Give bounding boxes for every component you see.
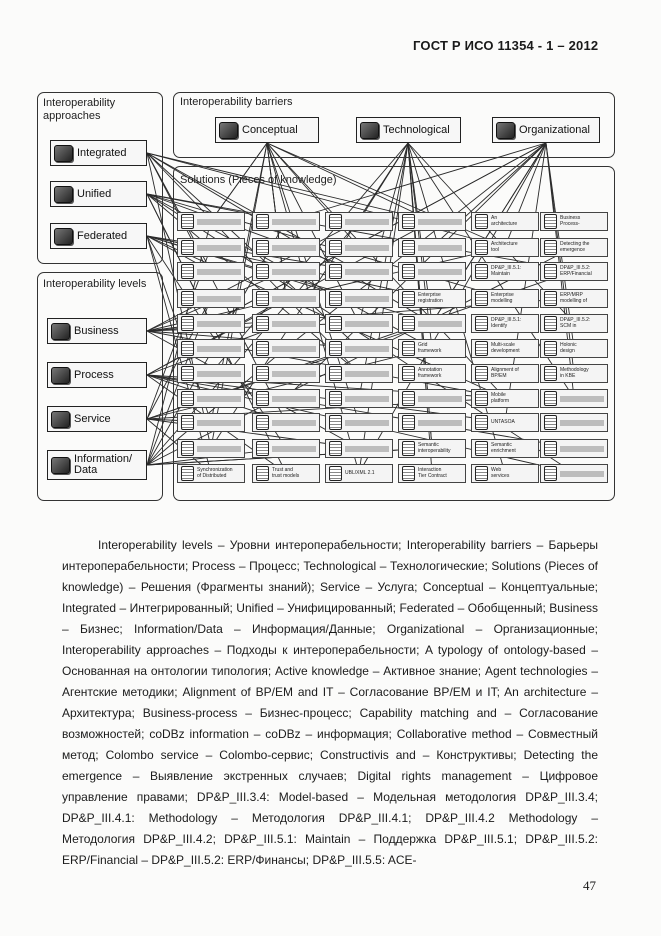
document-icon	[181, 291, 194, 306]
solution-label: UNTASOA	[491, 418, 515, 425]
illegible-label	[197, 269, 241, 275]
barrier-label: Technological	[383, 124, 450, 136]
illegible-label	[197, 245, 241, 251]
solution-label: Methodology in KBE	[560, 367, 589, 379]
illegible-label	[345, 446, 389, 452]
document-icon	[402, 366, 415, 381]
document-icon	[544, 391, 557, 406]
solution-cell[interactable]	[177, 314, 245, 333]
solution-cell[interactable]	[252, 289, 320, 308]
illegible-label	[197, 446, 241, 452]
solution-label: DP&P_III.5.1: Identify	[491, 317, 522, 329]
solution-cell[interactable]	[398, 364, 466, 383]
document-icon	[51, 411, 70, 428]
illegible-label	[197, 420, 241, 426]
illegible-label	[272, 346, 316, 352]
illegible-label	[197, 219, 241, 225]
solution-cell[interactable]	[252, 238, 320, 257]
approach-integrated[interactable]	[50, 140, 147, 166]
solution-cell[interactable]	[325, 339, 393, 358]
level-process[interactable]	[47, 362, 147, 388]
solution-cell[interactable]	[540, 289, 608, 308]
solution-label: Business Process-	[560, 215, 581, 227]
solution-label: Semantic interoperability	[418, 442, 451, 454]
solution-cell[interactable]	[325, 314, 393, 333]
solution-label: Grid framework	[418, 342, 442, 354]
solution-label: DP&P_III.5.2: SCM in	[560, 317, 591, 329]
solution-cell[interactable]	[325, 212, 393, 231]
document-icon	[360, 122, 379, 139]
document-icon	[402, 441, 415, 456]
solution-cell[interactable]	[398, 464, 466, 483]
document-icon	[51, 367, 70, 384]
solution-cell[interactable]	[471, 389, 539, 408]
illegible-label	[345, 346, 389, 352]
solution-cell[interactable]	[177, 212, 245, 231]
solution-label: Synchronization of Distributed	[197, 467, 233, 479]
document-icon	[256, 391, 269, 406]
document-icon	[544, 240, 557, 255]
solution-cell[interactable]	[540, 413, 608, 432]
solution-cell[interactable]	[398, 339, 466, 358]
solution-label: Web services	[491, 467, 510, 479]
document-icon	[402, 415, 415, 430]
solution-cell[interactable]	[540, 364, 608, 383]
document-icon	[475, 466, 488, 481]
document-icon	[256, 264, 269, 279]
document-icon	[402, 214, 415, 229]
illegible-label	[272, 371, 316, 377]
barriers-title: Interoperability barriers	[180, 96, 293, 108]
solution-label: An architecture	[491, 215, 518, 227]
document-icon	[475, 214, 488, 229]
solution-cell[interactable]	[252, 439, 320, 458]
illegible-label	[345, 219, 389, 225]
solution-label: Architecture tool	[491, 241, 518, 253]
solution-cell[interactable]	[177, 262, 245, 281]
barrier-label: Organizational	[519, 124, 590, 136]
document-icon	[402, 391, 415, 406]
level-label: Process	[74, 369, 114, 381]
solution-cell[interactable]	[325, 464, 393, 483]
page-header: ГОСТ Р ИСО 11354 - 1 – 2012	[413, 38, 599, 53]
illegible-label	[560, 446, 604, 452]
document-icon	[329, 341, 342, 356]
document-icon	[544, 466, 557, 481]
illegible-label	[272, 219, 316, 225]
document-icon	[329, 366, 342, 381]
illegible-label	[418, 219, 462, 225]
solution-label: Enterprise registration	[418, 292, 443, 304]
document-icon	[256, 240, 269, 255]
solution-label: Interaction Tier Contract	[418, 467, 447, 479]
document-icon	[256, 341, 269, 356]
approach-label: Unified	[77, 188, 112, 200]
level-business[interactable]	[47, 318, 147, 344]
body-paragraph: Interoperability levels – Уровни интероперабельности; Interoperability barriers – Барьеры интероперабельности; Process – Процесс; Technological – Технологические; Solutions (Pieces of knowledge) – Решения (Фрагменты знаний); Service – Услуга; Conceptual – Концептуальные; Integrated – Интегрированный; Unified – Унифицированный; Federated – Обобщенный; Business – Бизнес; Information/Data – Информация/Данные; Organizational – Организационные; Interoperability approaches – Подходы к интероперабельности; A typology of ontology-based – Основанная на онтологии типология; Active knowledge – Активное знание; Agent technologies – Агентские методики; Alignment of BP/EM and IT – Согласование BP/EM и IT; An architecture – Архитектура; Business-process – Бизнес-процесс; Capability matching and – Согласование возможностей; coDBz information – coDBz – информация; Collaborative method – Совместный метод; Colombo service – Colombo-сервис; Constructivis and – Конструктивы; Detecting the emergence – Выявление экстренных случаев; Digital rights management – Цифровое управление правами; DP&P_III.3.4: Model-based – Модельная методология DP&P_III.3.4; DP&P_III.4.1: Methodology – Методология DP&P_III.4.1; DP&P_III.4.2 Methodology – Методология DP&P_III.4.2; DP&P_III.5.1: Maintain – Поддержка DP&P_III.5.1; DP&P_III.5.2: ERP/Financial – DP&P_III.5.2: ERP/Финансы; DP&P_III.5.5: ACE-	[62, 538, 598, 867]
illegible-label	[560, 396, 604, 402]
illegible-label	[345, 420, 389, 426]
illegible-label	[345, 321, 389, 327]
illegible-label	[418, 269, 462, 275]
solution-label: UBL/XML 2.1	[345, 469, 375, 476]
solution-label: Trust and trust models	[272, 467, 300, 479]
illegible-label	[272, 420, 316, 426]
illegible-label	[418, 420, 462, 426]
document-icon	[181, 391, 194, 406]
document-icon	[475, 240, 488, 255]
solution-cell[interactable]	[252, 389, 320, 408]
document-icon	[181, 366, 194, 381]
document-icon	[181, 415, 194, 430]
document-icon	[544, 441, 557, 456]
solution-cell[interactable]	[471, 262, 539, 281]
solutions-title: Solutions (Pieces of knowledge)	[180, 174, 337, 186]
document-icon	[329, 415, 342, 430]
document-icon	[402, 316, 415, 331]
solution-label: ERP/MRP modelling of	[560, 292, 587, 304]
illegible-label	[418, 245, 462, 251]
document-icon	[181, 441, 194, 456]
barrier-organizational[interactable]	[492, 117, 600, 143]
solution-cell[interactable]	[540, 212, 608, 231]
illegible-label	[197, 296, 241, 302]
illegible-label	[197, 346, 241, 352]
solution-cell[interactable]	[540, 389, 608, 408]
solution-cell[interactable]	[540, 314, 608, 333]
solution-cell[interactable]	[177, 238, 245, 257]
level-information-data[interactable]	[47, 450, 147, 480]
document-icon	[219, 122, 238, 139]
document-icon	[402, 291, 415, 306]
solution-cell[interactable]	[471, 212, 539, 231]
illegible-label	[197, 396, 241, 402]
document-icon	[402, 466, 415, 481]
document-icon	[181, 466, 194, 481]
document-icon	[475, 366, 488, 381]
approaches-title: Interoperability approaches	[43, 97, 116, 122]
solution-cell[interactable]	[471, 364, 539, 383]
document-icon	[544, 291, 557, 306]
solution-cell[interactable]	[177, 339, 245, 358]
solution-cell[interactable]	[177, 464, 245, 483]
document-icon	[402, 240, 415, 255]
solution-label: Enterprise modelling	[491, 292, 514, 304]
document-icon	[51, 323, 70, 340]
document-icon	[51, 457, 70, 474]
barrier-technological[interactable]	[356, 117, 461, 143]
solution-cell[interactable]	[177, 364, 245, 383]
solution-cell[interactable]	[325, 389, 393, 408]
illegible-label	[272, 245, 316, 251]
document-icon	[475, 291, 488, 306]
solution-cell[interactable]	[252, 464, 320, 483]
solution-cell[interactable]	[398, 238, 466, 257]
level-label: Business	[74, 325, 119, 337]
solution-label: Multi-scale development	[491, 342, 520, 354]
illegible-label	[272, 269, 316, 275]
levels-title: Interoperability levels	[43, 278, 147, 290]
solution-label: Alignment of BP/EM	[491, 367, 519, 379]
document-icon	[475, 415, 488, 430]
illegible-label	[345, 269, 389, 275]
document-icon	[475, 341, 488, 356]
solution-cell[interactable]	[325, 262, 393, 281]
document-icon	[181, 316, 194, 331]
document-icon	[329, 240, 342, 255]
illegible-label	[197, 371, 241, 377]
document-icon	[329, 441, 342, 456]
approach-label: Integrated	[77, 147, 127, 159]
solution-cell[interactable]	[471, 289, 539, 308]
solution-cell[interactable]	[252, 314, 320, 333]
solution-cell[interactable]	[471, 238, 539, 257]
solution-cell[interactable]	[177, 439, 245, 458]
document-icon	[475, 441, 488, 456]
document-icon	[544, 214, 557, 229]
level-service[interactable]	[47, 406, 147, 432]
document-icon	[402, 264, 415, 279]
level-label: Service	[74, 413, 111, 425]
solution-cell[interactable]	[398, 413, 466, 432]
solution-cell[interactable]	[398, 289, 466, 308]
document-icon	[329, 391, 342, 406]
level-label: Information/ Data	[74, 453, 133, 476]
document-icon	[329, 214, 342, 229]
illegible-label	[272, 296, 316, 302]
barrier-label: Conceptual	[242, 124, 298, 136]
illegible-label	[345, 245, 389, 251]
solution-cell[interactable]	[325, 364, 393, 383]
document-icon	[181, 341, 194, 356]
solution-cell[interactable]	[252, 339, 320, 358]
body-text	[62, 535, 598, 871]
illegible-label	[345, 396, 389, 402]
illegible-label	[272, 321, 316, 327]
document-icon	[256, 466, 269, 481]
solution-cell[interactable]	[252, 212, 320, 231]
document-icon	[54, 228, 73, 245]
solution-cell[interactable]	[325, 413, 393, 432]
document-icon	[256, 366, 269, 381]
solution-cell[interactable]	[398, 262, 466, 281]
solution-label: Detecting the emergence	[560, 241, 590, 253]
document-icon	[475, 391, 488, 406]
solution-cell[interactable]	[177, 289, 245, 308]
illegible-label	[418, 321, 462, 327]
illegible-label	[560, 420, 604, 426]
document-icon	[256, 316, 269, 331]
solution-cell[interactable]	[540, 262, 608, 281]
solution-cell[interactable]	[540, 464, 608, 483]
approach-unified[interactable]	[50, 181, 147, 207]
solution-cell[interactable]	[252, 364, 320, 383]
solution-cell[interactable]	[325, 238, 393, 257]
document-icon	[544, 341, 557, 356]
illegible-label	[345, 296, 389, 302]
solution-cell[interactable]	[177, 413, 245, 432]
document-icon	[475, 264, 488, 279]
illegible-label	[272, 396, 316, 402]
document-icon	[496, 122, 515, 139]
solution-cell[interactable]	[471, 464, 539, 483]
document-icon	[544, 264, 557, 279]
document-icon	[54, 145, 73, 162]
document-icon	[329, 466, 342, 481]
solution-label: Annotation framework	[418, 367, 442, 379]
solution-label: Semantic enrichment	[491, 442, 516, 454]
solution-cell[interactable]	[398, 314, 466, 333]
solution-cell[interactable]	[252, 262, 320, 281]
solution-cell[interactable]	[398, 389, 466, 408]
document-icon	[475, 316, 488, 331]
document-icon	[256, 291, 269, 306]
solution-cell[interactable]	[471, 339, 539, 358]
document-icon	[181, 264, 194, 279]
solution-cell[interactable]	[177, 389, 245, 408]
illegible-label	[197, 321, 241, 327]
document-icon	[181, 240, 194, 255]
approach-federated[interactable]	[50, 223, 147, 249]
illegible-label	[418, 396, 462, 402]
document-icon	[256, 441, 269, 456]
barrier-conceptual[interactable]	[215, 117, 319, 143]
illegible-label	[560, 471, 604, 477]
document-icon	[181, 214, 194, 229]
document-icon	[402, 341, 415, 356]
solution-cell[interactable]	[252, 413, 320, 432]
document-icon	[544, 415, 557, 430]
solution-cell[interactable]	[540, 339, 608, 358]
document-icon	[54, 186, 73, 203]
solution-cell[interactable]	[540, 238, 608, 257]
solution-cell[interactable]	[325, 289, 393, 308]
solution-label: Mobile platform	[491, 392, 510, 404]
illegible-label	[345, 371, 389, 377]
solution-cell[interactable]	[398, 212, 466, 231]
solution-cell[interactable]	[471, 314, 539, 333]
document-icon	[544, 316, 557, 331]
document-icon	[256, 415, 269, 430]
document-icon	[329, 291, 342, 306]
document-icon	[329, 264, 342, 279]
solution-label: DP&P_III.5.2: ERP/Financial	[560, 265, 592, 277]
page-number: 47	[583, 878, 596, 893]
solution-cell[interactable]	[398, 439, 466, 458]
document-icon	[329, 316, 342, 331]
solution-cell[interactable]	[540, 439, 608, 458]
document-icon	[256, 214, 269, 229]
solution-label: Holonic design	[560, 342, 577, 354]
solution-cell[interactable]	[471, 439, 539, 458]
document-icon	[544, 366, 557, 381]
solution-cell[interactable]	[471, 413, 539, 432]
illegible-label	[272, 446, 316, 452]
approach-label: Federated	[77, 230, 128, 242]
solution-label: DP&P_III.5.1: Maintain	[491, 265, 522, 277]
solution-cell[interactable]	[325, 439, 393, 458]
